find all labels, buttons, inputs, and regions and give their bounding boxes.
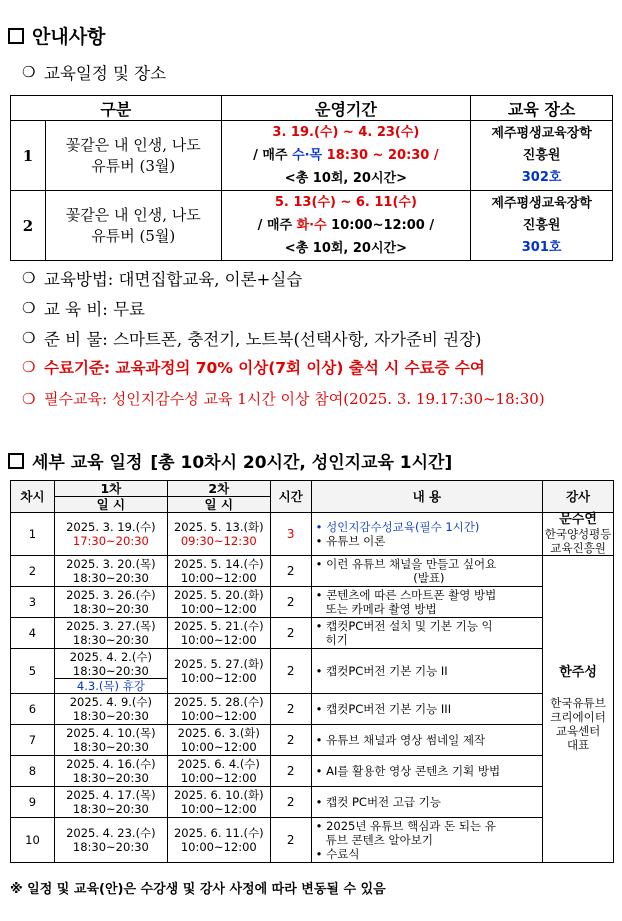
required-line [22, 388, 545, 409]
footnote: ※ 일정 및 교육(안)은 수강생 및 강사 사정에 따라 변동될 수 있음 [10, 882, 386, 897]
bullet-circle-icon: ❍ [22, 63, 36, 81]
date-text: 2025. 3. 26.(수) [66, 588, 156, 602]
session-hours: 2 [270, 818, 311, 863]
date-text: 2025. 4. 17.(목) [66, 788, 156, 802]
session-content [311, 618, 542, 649]
bullet-dot-icon: • [315, 702, 323, 716]
bullet-dot-icon: • [315, 664, 323, 678]
session-content [311, 725, 542, 756]
content-text: 캡컷 PC버전 고급 기능 [326, 795, 441, 809]
holiday-note: 4.3.(목) 휴강 [55, 678, 167, 693]
course-name-line: 꽃같은 내 인생, 나도 [65, 135, 201, 154]
date-text: 2025. 6. 11.(수) [173, 826, 264, 840]
course-period [221, 191, 471, 261]
second-round-datetime [167, 618, 270, 649]
second-round-datetime [167, 818, 270, 863]
content-text: 유튜브 채널과 영상 썸네일 제작 [326, 733, 486, 747]
date-text: 2025. 5. 28.(수) [173, 695, 264, 709]
header-lecturer: 강사 [543, 481, 614, 513]
date-text: 2025. 4. 10.(목) [66, 726, 156, 740]
second-round-datetime [167, 756, 270, 787]
date-text: 2025. 3. 19.(수) [66, 520, 156, 534]
completion-line [22, 356, 485, 378]
session-content [311, 556, 542, 587]
checkbox-square-icon [8, 453, 24, 469]
content-line [316, 764, 542, 778]
time-text: 18:30~20:30 [72, 840, 149, 854]
session-content [311, 587, 542, 618]
lecturer-name: 문수연 [559, 512, 597, 527]
section-title-text: 안내사항 [32, 26, 106, 48]
time-text: 18:30~20:30 [72, 771, 149, 785]
first-round-datetime [54, 818, 167, 863]
date-text: 2025. 5. 20.(화) [173, 588, 264, 602]
session-number: 4 [11, 618, 55, 649]
first-round-datetime [54, 556, 167, 587]
table-row [11, 756, 614, 787]
time-text: 10:00~12:00 [180, 771, 257, 785]
session-number: 1 [11, 513, 55, 556]
header-location: 교육 장소 [471, 96, 613, 121]
lecturer-org: 교육진흥원 [550, 541, 606, 555]
first-round-datetime [54, 649, 167, 694]
first-round-datetime [54, 787, 167, 818]
period-days: 화·수 [296, 218, 327, 233]
checkbox-square-icon [8, 28, 24, 44]
bullet-dot-icon: • [315, 534, 323, 548]
period-prefix: / 매주 [257, 218, 297, 233]
lecturer-org: 한국양성평등 [544, 527, 612, 541]
time-text: 18:30~20:30 [72, 663, 149, 678]
content-line [316, 534, 542, 548]
date-text: 2025. 4. 9.(수) [69, 695, 152, 709]
course-name-line: 꽃같은 내 인생, 나도 [65, 205, 201, 224]
fee-text: 교 육 비: 무료 [44, 300, 145, 319]
session-hours: 2 [270, 556, 311, 587]
date-text: 2025. 5. 13.(화) [173, 520, 264, 534]
session-number: 3 [11, 587, 55, 618]
period-prefix: / 매주 [253, 148, 293, 163]
session-hours: 3 [270, 513, 311, 556]
lecturer-name: 한주성 [559, 665, 597, 680]
table-row [11, 725, 614, 756]
time-text: 10:00~12:00 [180, 802, 257, 816]
place-room: 301호 [521, 239, 562, 255]
section-title-text: 세부 교육 일정 [32, 453, 143, 473]
content-text: 성인지감수성교육(필수 1시간) [326, 520, 480, 534]
session-number: 9 [11, 787, 55, 818]
bullet-circle-icon: ❍ [22, 299, 36, 317]
bullet-circle-icon: ❍ [22, 269, 36, 287]
session-hours: 2 [270, 787, 311, 818]
date-text: 2025. 5. 14.(수) [173, 557, 264, 571]
table-row [11, 121, 613, 191]
content-line [316, 819, 542, 833]
time-text: 18:30~20:30 [72, 709, 149, 723]
supplies-text: 준 비 물: 스마트폰, 충전기, 노트북(선택사항, 자가준비 권장) [44, 330, 482, 349]
second-round-datetime [167, 787, 270, 818]
session-content [311, 818, 542, 863]
date-text: 2025. 5. 27.(화) [173, 657, 264, 671]
content-line [316, 619, 542, 633]
content-line [316, 702, 542, 716]
content-text: 이런 유튜브 채널을 만들고 싶어요 [326, 557, 497, 571]
lecturer-org: 대표 [566, 738, 590, 752]
time-text: 10:00~12:00 [180, 740, 257, 754]
lecturer-cell [543, 513, 614, 556]
date-text: 2025. 4. 2.(수) [69, 649, 152, 664]
content-text: 또는 카메라 촬영 방법 [325, 602, 437, 616]
place-line: 제주평생교육장학 [491, 195, 592, 211]
course-place [471, 191, 613, 261]
row-number: 1 [11, 121, 46, 191]
place-line: 진흥원 [522, 147, 561, 163]
table-header-row [11, 481, 614, 497]
date-text: 2025. 5. 21.(수) [173, 619, 264, 633]
date-text: 2025. 6. 3.(화) [177, 726, 260, 740]
content-line [316, 664, 542, 678]
second-round-datetime [167, 587, 270, 618]
second-round-datetime [167, 556, 270, 587]
second-round-datetime [167, 513, 270, 556]
header-date: 일 시 [54, 497, 167, 513]
content-line [316, 847, 542, 861]
table-row [11, 818, 614, 863]
time-text: 18:30~20:30 [72, 740, 149, 754]
session-hours: 2 [270, 756, 311, 787]
content-line [316, 588, 542, 602]
bullet-dot-icon: • [315, 557, 323, 571]
first-round-datetime [54, 618, 167, 649]
header-first-round: 1차 [54, 481, 167, 497]
place-room: 302호 [521, 169, 562, 185]
row-number: 2 [11, 191, 46, 261]
time-text: 10:00~12:00 [180, 633, 257, 647]
table-row [11, 191, 613, 261]
place-line: 진흥원 [522, 217, 561, 233]
first-round-datetime [54, 587, 167, 618]
date-text: 2025. 3. 27.(목) [66, 619, 156, 633]
content-text: 튜브 콘텐츠 알아보기 [325, 833, 433, 847]
period-days: 수·목 [292, 148, 323, 163]
date-text: 2025. 6. 4.(수) [177, 757, 260, 771]
first-round-datetime [54, 513, 167, 556]
section-subtitle: [총 10차시 20시간, 성인지교육 1시간] [150, 453, 453, 473]
bullet-dot-icon: • [315, 795, 323, 809]
header-content: 내 용 [311, 481, 542, 513]
course-name [45, 121, 221, 191]
bullet-dot-icon: • [315, 847, 323, 861]
content-text: (발표) [413, 571, 445, 585]
bullet-circle-icon: ❍ [22, 358, 36, 376]
session-hours: 2 [270, 649, 311, 694]
period-total: <총 10회, 20시간> [284, 171, 407, 186]
table-header-row [11, 96, 613, 121]
session-hours: 2 [270, 694, 311, 725]
content-line [316, 520, 542, 534]
bullet-dot-icon: • [315, 588, 323, 602]
time-text: 18:30~20:30 [72, 602, 149, 616]
time-text: 17:30~20:30 [72, 534, 149, 548]
time-text: 10:00~12:00 [180, 671, 257, 685]
first-round-datetime [54, 694, 167, 725]
bullet-dot-icon: • [315, 733, 323, 747]
time-text: 10:00~12:00 [180, 571, 257, 585]
content-text: AI를 활용한 영상 콘텐츠 기획 방법 [326, 764, 501, 778]
session-content [311, 787, 542, 818]
time-text: 09:30~12:30 [180, 534, 257, 548]
bullet-dot-icon: • [315, 520, 323, 534]
lecturer-org: 크리에이터 [550, 710, 606, 724]
date-text: 2025. 6. 10.(화) [173, 788, 264, 802]
header-date: 일 시 [167, 497, 270, 513]
date-text: 2025. 3. 20.(목) [66, 557, 156, 571]
time-text: 10:00~12:00 [180, 602, 257, 616]
supplies-line [22, 326, 481, 350]
session-number: 6 [11, 694, 55, 725]
bullet-circle-icon: ❍ [22, 329, 36, 347]
course-name-line: 유튜버 (5월) [91, 226, 176, 245]
first-round-datetime [54, 756, 167, 787]
session-hours: 2 [270, 725, 311, 756]
header-session: 차시 [11, 481, 55, 513]
first-round-datetime [54, 725, 167, 756]
session-number: 10 [11, 818, 55, 863]
session-number: 2 [11, 556, 55, 587]
period-total: <총 10회, 20시간> [284, 241, 407, 256]
table-row [11, 618, 614, 649]
lecturer-org: 교육센터 [555, 724, 601, 738]
method-text: 교육방법: 대면집합교육, 이론+실습 [44, 270, 303, 289]
table-row [11, 694, 614, 725]
table-row [11, 556, 614, 587]
schedule-heading-text: 교육일정 및 장소 [44, 64, 167, 83]
time-text: 10:00~12:00 [180, 840, 257, 854]
header-category: 구분 [11, 96, 222, 121]
session-number: 8 [11, 756, 55, 787]
header-second-round: 2차 [167, 481, 270, 497]
required-text: 필수교육: 성인지감수성 교육 1시간 이상 참여(2025. 3. 19.17:30~18:30) [44, 390, 545, 408]
session-content [311, 513, 542, 556]
session-number: 7 [11, 725, 55, 756]
date-text: 2025. 4. 16.(수) [66, 757, 156, 771]
table-row [11, 587, 614, 618]
section-title-detail [8, 448, 452, 473]
period-dates: 5. 13(수) ~ 6. 11(수) [274, 195, 417, 210]
content-line [316, 557, 542, 571]
content-line [316, 733, 542, 747]
period-dates: 3. 19.(수) ~ 4. 23(수) [272, 125, 420, 140]
time-text: 10:00~12:00 [180, 709, 257, 723]
table-row [11, 649, 614, 694]
schedule-summary-table [10, 95, 613, 261]
period-time: 10:00~12:00 / [326, 218, 435, 233]
content-text: 캡컷PC버전 기본 기능 II [326, 664, 448, 678]
header-hours: 시간 [270, 481, 311, 513]
table-row [11, 787, 614, 818]
course-place [471, 121, 613, 191]
second-round-datetime [167, 694, 270, 725]
place-line: 제주평생교육장학 [491, 125, 592, 141]
content-text: 수료식 [326, 847, 360, 861]
bullet-circle-icon: ❍ [22, 389, 36, 408]
period-time: 18:30 ~ 20:30 / [322, 148, 439, 163]
content-text: 2025년 유튜브 핵심과 돈 되는 유 [326, 819, 496, 833]
session-content [311, 694, 542, 725]
bullet-dot-icon: • [315, 764, 323, 778]
content-text: 캡컷PC버전 설치 및 기본 기능 익 [326, 619, 493, 633]
session-content [311, 649, 542, 694]
content-text: 콘텐츠에 따른 스마트폰 촬영 방법 [326, 588, 497, 602]
session-number: 5 [11, 649, 55, 694]
table-row [11, 513, 614, 556]
content-text: 히기 [325, 633, 348, 647]
fee-line [22, 296, 145, 320]
lecturer-cell [543, 556, 614, 863]
course-period [221, 121, 471, 191]
session-hours: 2 [270, 587, 311, 618]
section-title-notice [8, 22, 105, 49]
session-hours: 2 [270, 618, 311, 649]
course-name [45, 191, 221, 261]
completion-text: 수료기준: 교육과정의 70% 이상(7회 이상) 출석 시 수료증 수여 [44, 359, 485, 377]
time-text: 18:30~20:30 [72, 633, 149, 647]
detail-schedule-table [10, 480, 614, 863]
period-weekly [222, 144, 471, 167]
header-period: 운영기간 [221, 96, 471, 121]
second-round-datetime [167, 725, 270, 756]
period-weekly [222, 214, 471, 237]
time-text: 18:30~20:30 [72, 571, 149, 585]
schedule-heading [22, 60, 166, 84]
lecturer-org: 한국유튜브 [550, 696, 606, 710]
bullet-dot-icon: • [315, 619, 323, 633]
course-name-line: 유튜버 (3월) [91, 156, 176, 175]
content-text: 캡컷PC버전 기본 기능 III [326, 702, 452, 716]
second-round-datetime [167, 649, 270, 694]
bullet-dot-icon: • [315, 819, 323, 833]
session-content [311, 756, 542, 787]
time-text: 18:30~20:30 [72, 802, 149, 816]
method-line [22, 266, 302, 290]
content-text: 유튜브 이론 [326, 534, 386, 548]
content-line [316, 795, 542, 809]
date-text: 2025. 4. 23.(수) [66, 826, 156, 840]
